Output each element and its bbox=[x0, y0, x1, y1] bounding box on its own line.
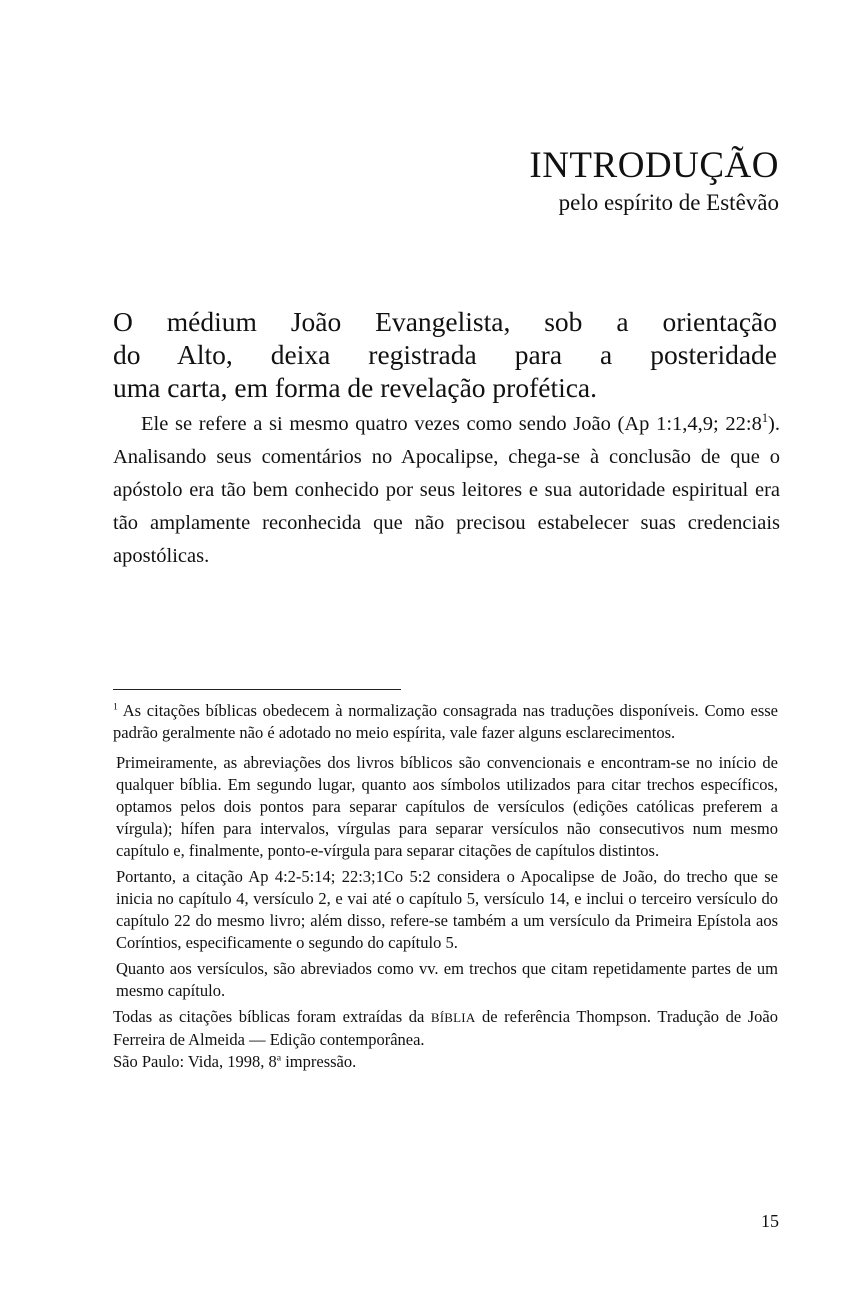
body-paragraph bbox=[113, 408, 780, 573]
footnote-reference: 1 bbox=[761, 411, 769, 426]
footnote-1-intro bbox=[113, 700, 778, 744]
footnote-text-2: Primeiramente, as abreviações dos livros bíblicos são convencionais e encontram-se no início de qualquer bíblia. Em segundo lugar, quanto aos símbolos utilizados para citar trechos específicos, optamos pelos dois pontos para separar capítulos de versículos (edições católicas preferem a vírgula); hífen para intervalos, vírgulas para separar versículos não consecutivos num mesmo capítulo e, finalmente, ponto-e-vírgula para separar citações de capítulos distintos. bbox=[116, 753, 778, 860]
footnote-text-4: Quanto aos versículos, são abreviados como vv. em trechos que citam repetidamente partes de um mesmo capítulo. bbox=[116, 959, 778, 1000]
lead-line-1: O médium João Evangelista, sob a orientação bbox=[113, 306, 777, 337]
footnote-text-1: As citações bíblicas obedecem à normalização consagrada nas traduções disponíveis. Como esse padrão geralmente não é adotado no meio espírita, vale fazer alguns esclarecimentos. bbox=[113, 701, 779, 742]
footnote-text-6 bbox=[113, 1051, 778, 1073]
chapter-title: INTRODUÇÃO bbox=[529, 145, 779, 186]
footnote-divider bbox=[113, 689, 401, 690]
footnote-marker: 1 bbox=[113, 701, 118, 713]
footnotes bbox=[113, 700, 778, 1073]
footnote-text-6-sup: a bbox=[276, 1052, 282, 1064]
footnote-text-5 bbox=[113, 1006, 778, 1051]
footnote-text-6-start: São Paulo: Vida, 1998, 8 bbox=[113, 1052, 277, 1071]
body-text-start: Ele se refere a si mesmo quatro vezes como sendo João (Ap 1:1,4,9; 22:8 bbox=[141, 413, 762, 435]
footnote-text-6-end: impressão. bbox=[281, 1052, 357, 1071]
footnote-text-3: Portanto, a citação Ap 4:2-5:14; 22:3;1Co 5:2 considera o Apocalipse de João, do trecho que se inicia no capítulo 4, versículo 2, e vai até o capítulo 5, versículo 14, e inclui o terceiro versículo do capítulo 22 do mesmo livro; além disso, refere-se também a um versículo da Primeira Epístola aos Coríntios, especificamente o segundo do capítulo 5. bbox=[116, 867, 778, 952]
footnote-text-5-start: Todas as citações bíblicas foram extraídas da bbox=[113, 1007, 431, 1026]
lead-paragraph bbox=[113, 305, 777, 404]
lead-line-3: uma carta, em forma de revelação profética. bbox=[113, 372, 598, 403]
footnote-text-5-smallcaps: BÍBLIA bbox=[430, 1010, 476, 1025]
lead-line-2: do Alto, deixa registrada para a posteridade bbox=[113, 339, 777, 370]
page-number: 15 bbox=[761, 1211, 779, 1231]
chapter-heading bbox=[529, 144, 779, 218]
footnote-text-5-end: de referência Thompson. Tradução de João Ferreira de Almeida — Edição contemporânea. bbox=[113, 1007, 778, 1049]
body-text-end: ). Analisando seus comentários no Apocalipse, chega-se à conclusão de que o apóstolo era tão bem conhecido por seus leitores e sua autoridade espiritual era tão amplamente reconhecida que não precisou estabelecer suas credenciais apostólicas. bbox=[113, 413, 780, 567]
chapter-subtitle: pelo espírito de Estêvão bbox=[558, 190, 779, 215]
